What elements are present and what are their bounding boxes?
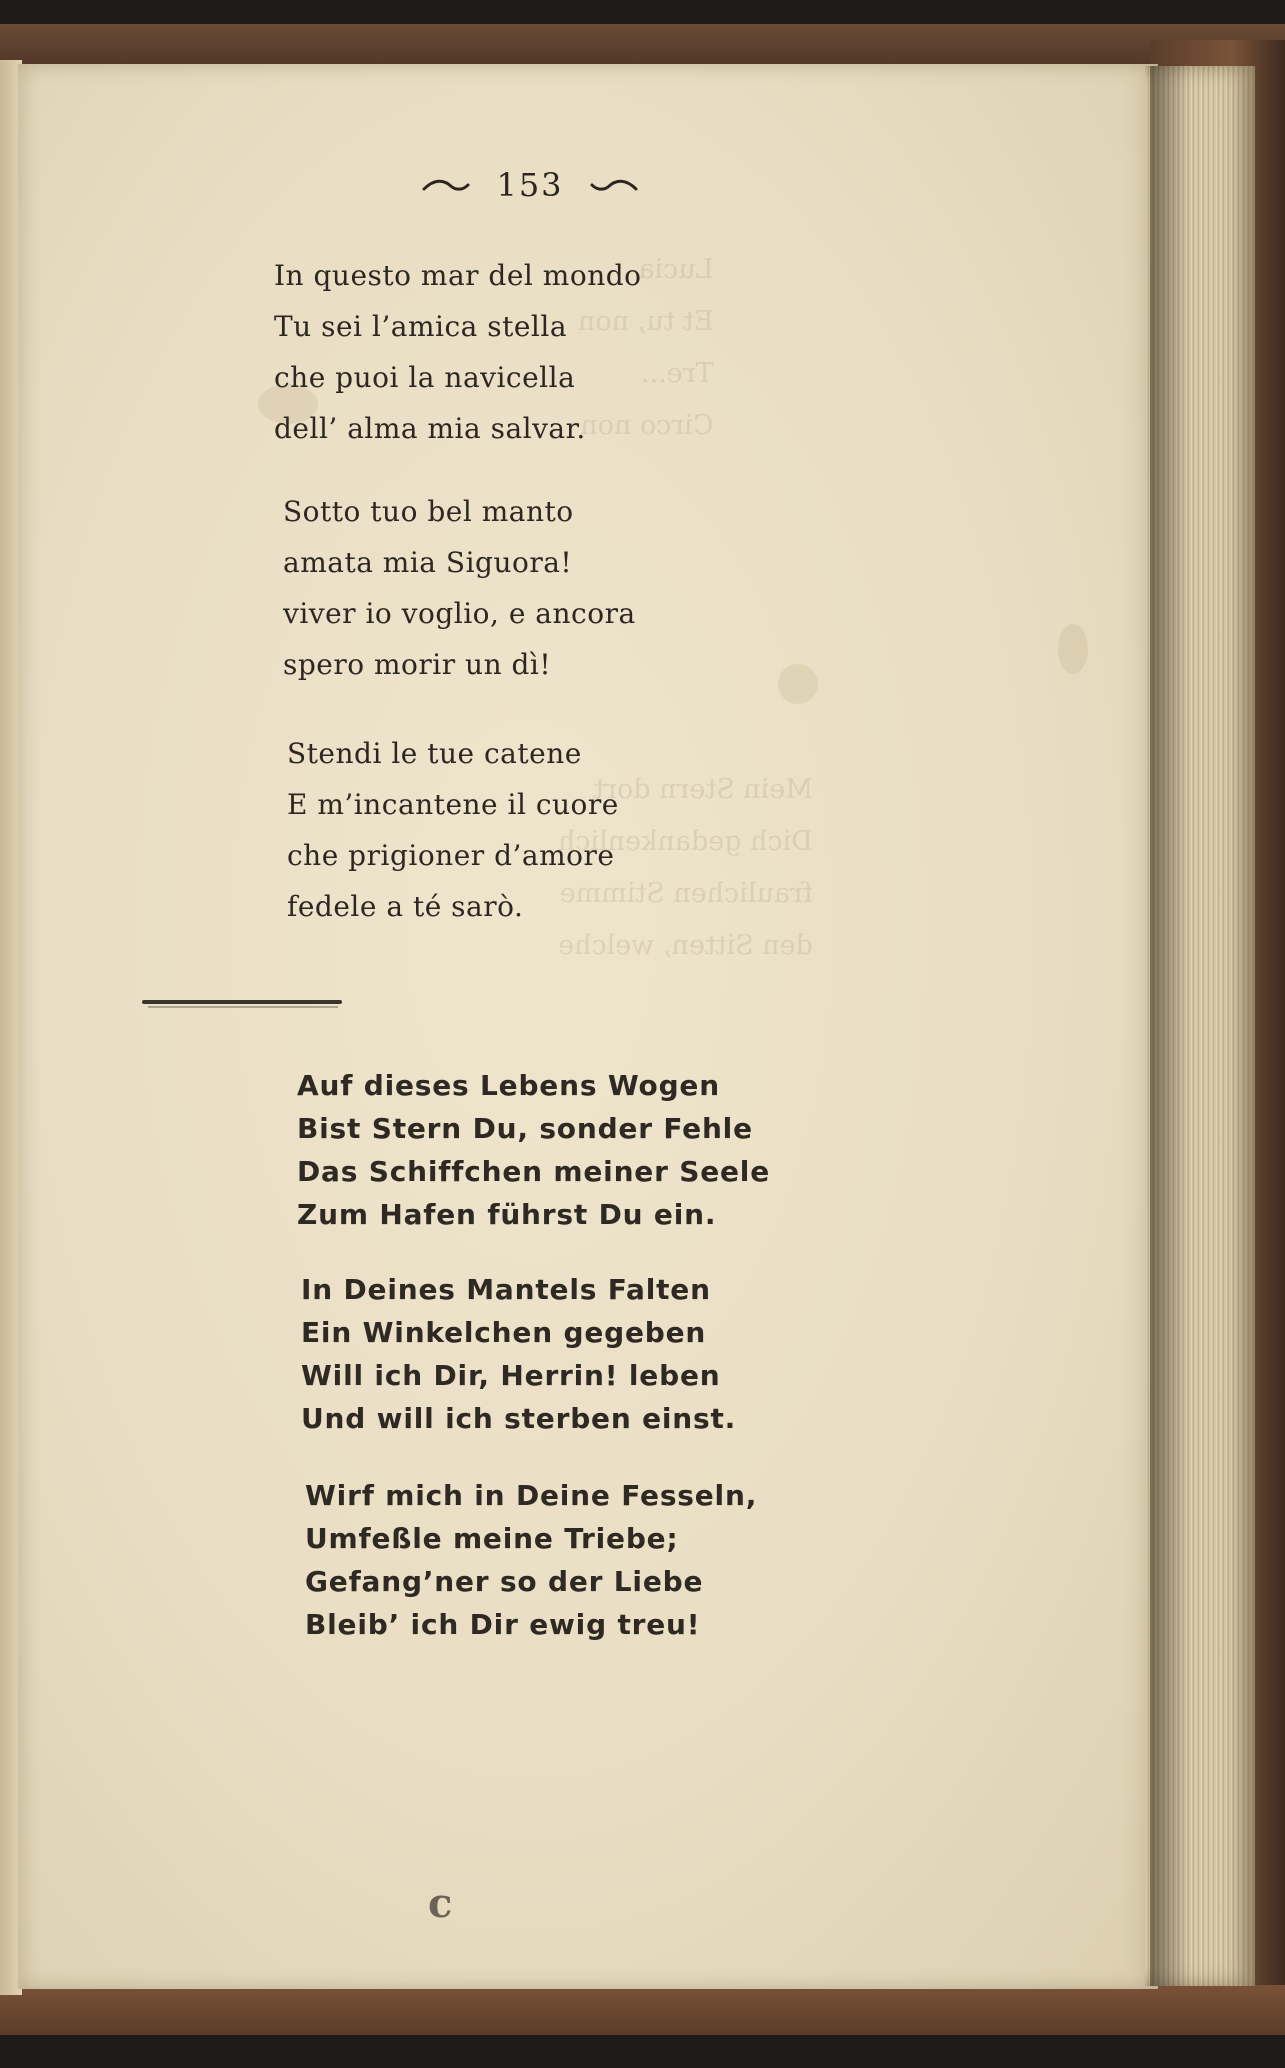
section-divider-shadow — [148, 1006, 338, 1008]
poem-line: In questo mar del mondo — [274, 259, 642, 292]
german-stanza-1 — [297, 1064, 770, 1236]
poem-line: fedele a té sarò. — [287, 890, 524, 923]
german-stanza-2 — [301, 1268, 736, 1440]
german-stanza-3 — [305, 1474, 757, 1646]
poem-line: Bleib’ ich Dir ewig treu! — [305, 1608, 701, 1641]
italian-stanza-3 — [287, 728, 619, 932]
ornament-right-icon — [590, 175, 638, 195]
ornament-left-icon — [422, 175, 470, 195]
bleed-through-text: Mein Stern dort Dich gedankenlich fraulichen Stimme den Sitten, welche — [558, 774, 813, 961]
poem-line: Und will ich sterben einst. — [301, 1402, 737, 1435]
poem-line: Das Schiffchen meiner Seele — [297, 1155, 770, 1188]
poem-line: viver io voglio, e ancora — [283, 597, 636, 630]
poem-line: In Deines Mantels Falten — [301, 1273, 711, 1306]
italian-stanza-1 — [274, 250, 642, 454]
page-number: 153 — [496, 166, 564, 204]
poem-line: Ein Winkelchen gegeben — [301, 1316, 707, 1349]
poem-line: Stendi le tue catene — [287, 737, 582, 770]
bottom-mark: c — [428, 1880, 453, 1927]
poem-line: Wirf mich in Deine Fesseln, — [305, 1479, 758, 1512]
poem-line: Will ich Dir, Herrin! leben — [301, 1359, 721, 1392]
foxing-spot — [1058, 624, 1088, 674]
foxing-spot — [778, 664, 818, 704]
poem-line: Sotto tuo bel manto — [283, 495, 574, 528]
gutter-shadow — [1150, 66, 1190, 1986]
poem-line: Zum Hafen führst Du ein. — [297, 1198, 717, 1231]
bleed-through-text: Lucia Et tu, non Tre... Circo non — [578, 254, 714, 441]
poem-line: dell’ alma mia salvar. — [274, 412, 586, 445]
poem-line: Gefang’ner so der Liebe — [305, 1565, 704, 1598]
poem-line: spero morir un dì! — [283, 648, 552, 681]
poem-line: Umfeßle meine Triebe; — [305, 1522, 679, 1555]
book-cover-bottom — [0, 1985, 1285, 2035]
poem-line: che puoi la navicella — [274, 361, 576, 394]
poem-line: Tu sei l’amica stella — [274, 310, 568, 343]
poem-line: Auf dieses Lebens Wogen — [297, 1069, 720, 1102]
poem-line: che prigioner d’amore — [287, 839, 615, 872]
page-header — [400, 160, 660, 210]
poem-line: E m’incantene il cuore — [287, 788, 619, 821]
poem-line: Bist Stern Du, sonder Fehle — [297, 1112, 753, 1145]
poem-line: amata mia Siguora! — [283, 546, 573, 579]
section-divider — [142, 1000, 342, 1004]
italian-stanza-2 — [283, 486, 636, 690]
